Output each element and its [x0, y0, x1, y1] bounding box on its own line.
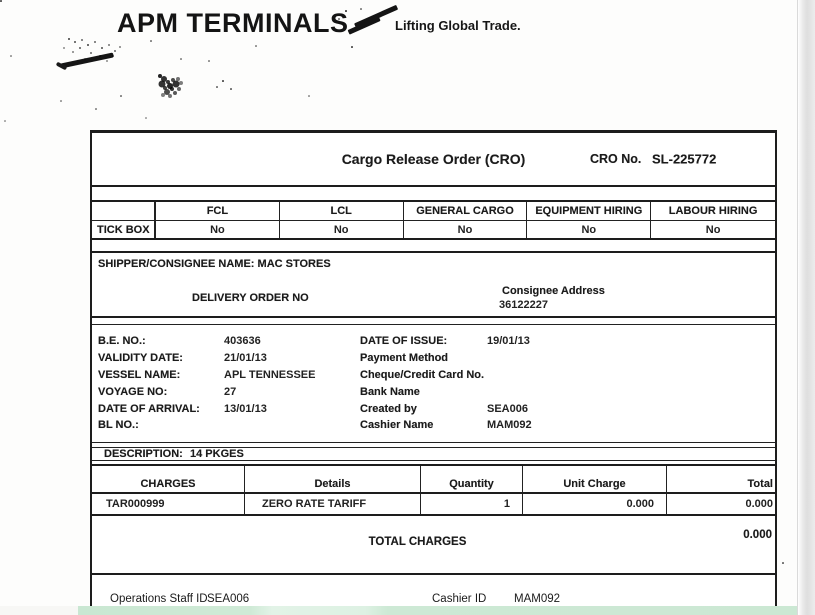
charges-header-unit-charge: Unit Charge: [523, 466, 667, 494]
charges-table: [92, 464, 775, 516]
apm-terminals-logo-text: APM TERMINALS: [117, 8, 349, 38]
tick-col-lcl: LCL: [280, 202, 404, 221]
tick-box-table: [92, 200, 775, 240]
detail-label: VALIDITY DATE:: [98, 352, 183, 365]
detail-row-date-of-arrival: [98, 400, 358, 417]
tick-value-labour-hiring: No: [705, 223, 721, 236]
charges-row-quantity: 1: [421, 494, 523, 514]
total-charges-label: TOTAL CHARGES: [368, 536, 467, 548]
detail-row-bl-no: [98, 417, 358, 434]
tick-col-labour-hiring: LABOUR HIRING: [651, 202, 775, 221]
details-left-column: [98, 333, 358, 434]
charges-header-charges: CHARGES: [92, 466, 245, 494]
scan-smudge-stroke: [60, 52, 114, 68]
detail-value: 403636: [224, 335, 261, 348]
shipper-section: [92, 251, 775, 318]
charges-row-unit-charge: 0.000: [523, 494, 667, 514]
form-title: Cargo Release Order (CRO): [341, 151, 526, 167]
detail-row-payment-method: [360, 350, 772, 367]
total-charges-section: [92, 516, 775, 575]
consignee-address-label: Consignee Address: [502, 285, 605, 297]
charges-header-total: Total: [667, 466, 775, 494]
charges-row-total: 0.000: [745, 498, 773, 510]
detail-value: MAM092: [487, 419, 532, 432]
detail-value: 13/01/13: [224, 402, 267, 415]
detail-row-date-of-issue: [360, 333, 772, 350]
charges-header-details: Details: [245, 466, 421, 494]
detail-label: Bank Name: [360, 385, 420, 398]
tick-col-general-cargo: GENERAL CARGO: [404, 202, 528, 221]
background-window-edge[interactable]: [78, 606, 797, 615]
logo-tagline: Lifting Global Trade.: [395, 18, 521, 33]
details-section: [92, 324, 775, 443]
description-row: [92, 447, 775, 461]
tick-value-equipment-hiring: No: [527, 221, 651, 238]
description-label: DESCRIPTION:: [104, 448, 183, 460]
tick-value-fcl: No: [156, 221, 280, 238]
detail-label: Created by: [360, 402, 417, 415]
detail-label: Cheque/Credit Card No.: [360, 368, 485, 381]
cashier-id-label: Cashier ID: [432, 593, 487, 605]
description-value: 14 PKGES: [190, 448, 244, 460]
detail-row-vessel-name: [98, 367, 358, 384]
charges-row-code: TAR000999: [92, 494, 245, 514]
detail-value: 19/01/13: [487, 335, 530, 348]
cro-number-label: CRO No.: [590, 152, 642, 166]
shipper-consignee-line: [98, 258, 331, 270]
detail-row-cashier-name: [360, 417, 772, 434]
tick-col-equipment-hiring: EQUIPMENT HIRING: [527, 202, 651, 221]
cro-number-value: SL-225772: [652, 151, 717, 167]
total-charges-value: 0.000: [743, 529, 772, 541]
detail-row-bank-name: [360, 383, 772, 400]
detail-label: Cashier Name: [360, 419, 434, 432]
detail-label: VOYAGE NO:: [98, 385, 168, 398]
footer-ids-section: [92, 577, 775, 609]
consignee-address-value: 36122227: [499, 299, 548, 311]
details-right-column: [360, 333, 772, 434]
operations-staff-id-value: SEA006: [207, 593, 250, 605]
tick-header-empty: [92, 202, 156, 221]
detail-label: BL NO.:: [98, 419, 139, 432]
detail-row-voyage-no: [98, 383, 358, 400]
scrollbar-track[interactable]: [797, 0, 815, 615]
detail-value: 27: [224, 385, 237, 398]
background-window-edge-light: [0, 606, 78, 615]
form-title-section: [92, 133, 775, 187]
tick-row-label: TICK BOX: [92, 221, 156, 238]
scan-smudge-blob: [158, 74, 162, 78]
scan-speckles: [0, 0, 2, 2]
shipper-consignee-label: SHIPPER/CONSIGNEE NAME:: [98, 258, 255, 270]
detail-row-cheque-card-no: [360, 367, 772, 384]
shipper-consignee-value: MAC STORES: [257, 258, 331, 270]
detail-value: 21/01/13: [224, 352, 267, 365]
scan-speckles: [68, 38, 70, 40]
detail-label: VESSEL NAME:: [98, 368, 181, 381]
cashier-id-value: MAM092: [514, 593, 561, 605]
delivery-order-label: DELIVERY ORDER NO: [192, 292, 309, 304]
scan-smudge-stroke: [56, 62, 68, 71]
detail-row-validity-date: [98, 350, 358, 367]
detail-value: APL TENNESSEE: [224, 368, 316, 381]
detail-label: B.E. NO.:: [98, 335, 146, 348]
charges-header-quantity: Quantity: [421, 466, 523, 494]
charges-row-details: ZERO RATE TARIFF: [245, 494, 421, 514]
detail-value: SEA006: [487, 402, 528, 415]
detail-label: DATE OF ARRIVAL:: [98, 402, 200, 415]
tick-value-general-cargo: No: [404, 221, 528, 238]
tick-col-fcl: FCL: [156, 202, 280, 221]
detail-row-created-by: [360, 400, 772, 417]
detail-label: Payment Method: [360, 352, 449, 365]
detail-row-be-no: [98, 333, 358, 350]
tick-value-lcl: No: [280, 221, 404, 238]
cro-form: [90, 130, 777, 606]
operations-staff-id-label: Operations Staff ID: [110, 593, 208, 605]
detail-label: DATE OF ISSUE:: [360, 335, 448, 348]
